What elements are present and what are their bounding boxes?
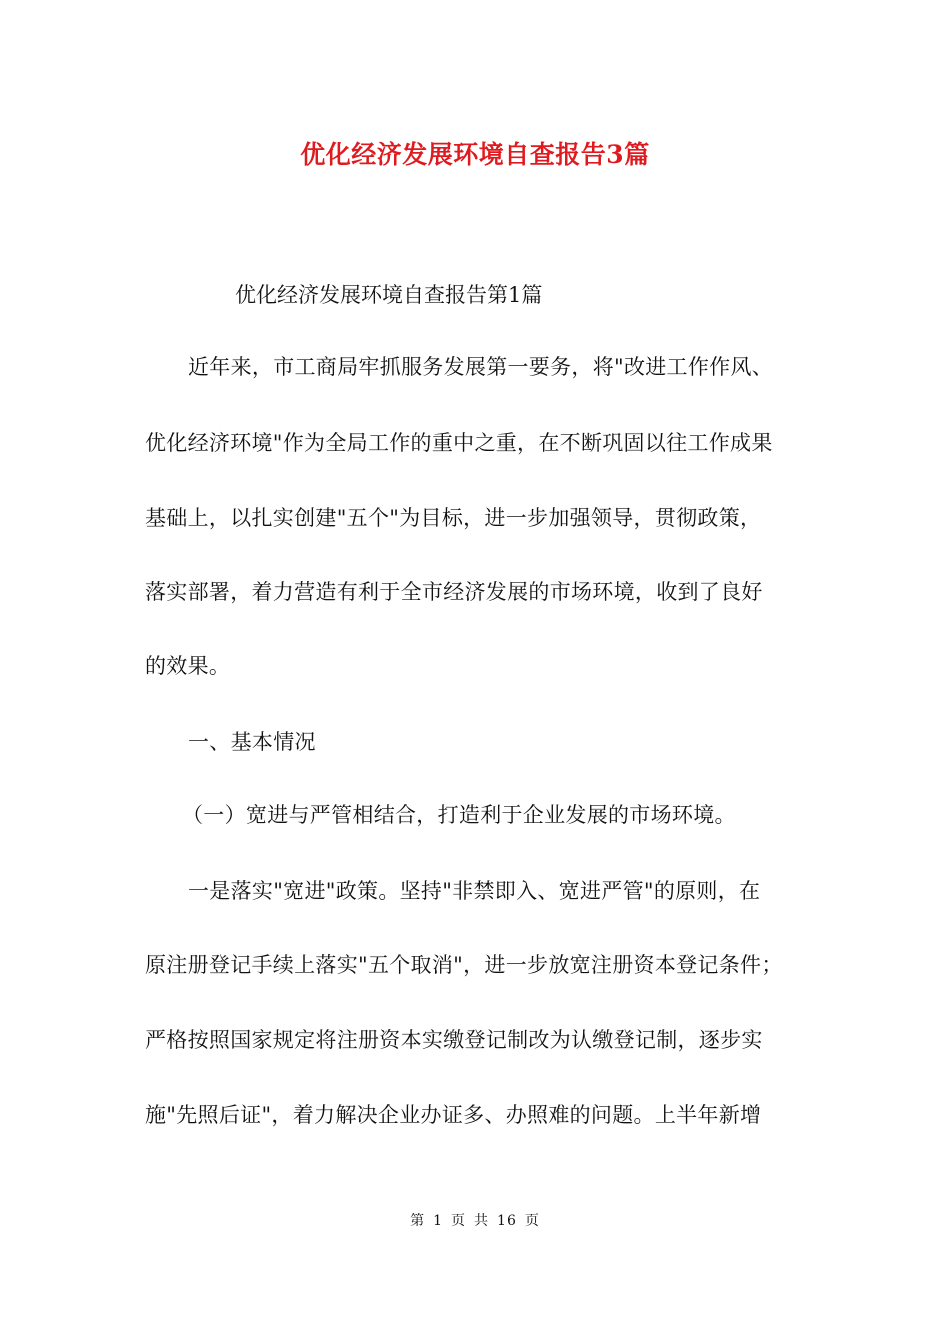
paragraph-line: 施"先照后证"，着力解决企业办证多、办照难的问题。上半年新增 bbox=[145, 1103, 762, 1127]
paragraph-line: 一是落实"宽进"政策。坚持"非禁即入、宽进严管"的原则，在 bbox=[188, 879, 761, 903]
paragraph-line: 原注册登记手续上落实"五个取消"，进一步放宽注册资本登记条件； bbox=[145, 953, 783, 977]
document-title: 优化经济发展环境自查报告3篇 bbox=[300, 140, 650, 169]
paragraph-line: 近年来，市工商局牢抓服务发展第一要务，将"改进工作作风、 bbox=[188, 355, 774, 379]
page-footer bbox=[0, 1210, 950, 1230]
paragraph-line: 落实部署，着力营造有利于全市经济发展的市场环境，收到了良好 bbox=[145, 580, 763, 604]
paragraph-line: 的效果。 bbox=[145, 654, 231, 678]
section-heading: 一、基本情况 bbox=[188, 730, 316, 754]
paragraph-line: 基础上，以扎实创建"五个"为目标，进一步加强领导，贯彻政策， bbox=[145, 506, 762, 530]
report-subheading: 优化经济发展环境自查报告第1篇 bbox=[235, 283, 543, 307]
paragraph-line: 优化经济环境"作为全局工作的重中之重，在不断巩固以往工作成果 bbox=[145, 431, 773, 455]
paragraph-line: 严格按照国家规定将注册资本实缴登记制改为认缴登记制，逐步实 bbox=[145, 1028, 763, 1052]
footer-total-prefix: 共 bbox=[474, 1213, 490, 1229]
footer-suffix: 页 bbox=[524, 1213, 540, 1229]
subsection-heading: （一）宽进与严管相结合，打造利于企业发展的市场环境。 bbox=[182, 803, 736, 827]
footer-total-pages: 16 bbox=[497, 1213, 517, 1229]
footer-page-word: 页 bbox=[451, 1213, 467, 1229]
footer-prefix: 第 bbox=[410, 1213, 426, 1229]
footer-current-page: 1 bbox=[433, 1213, 444, 1229]
